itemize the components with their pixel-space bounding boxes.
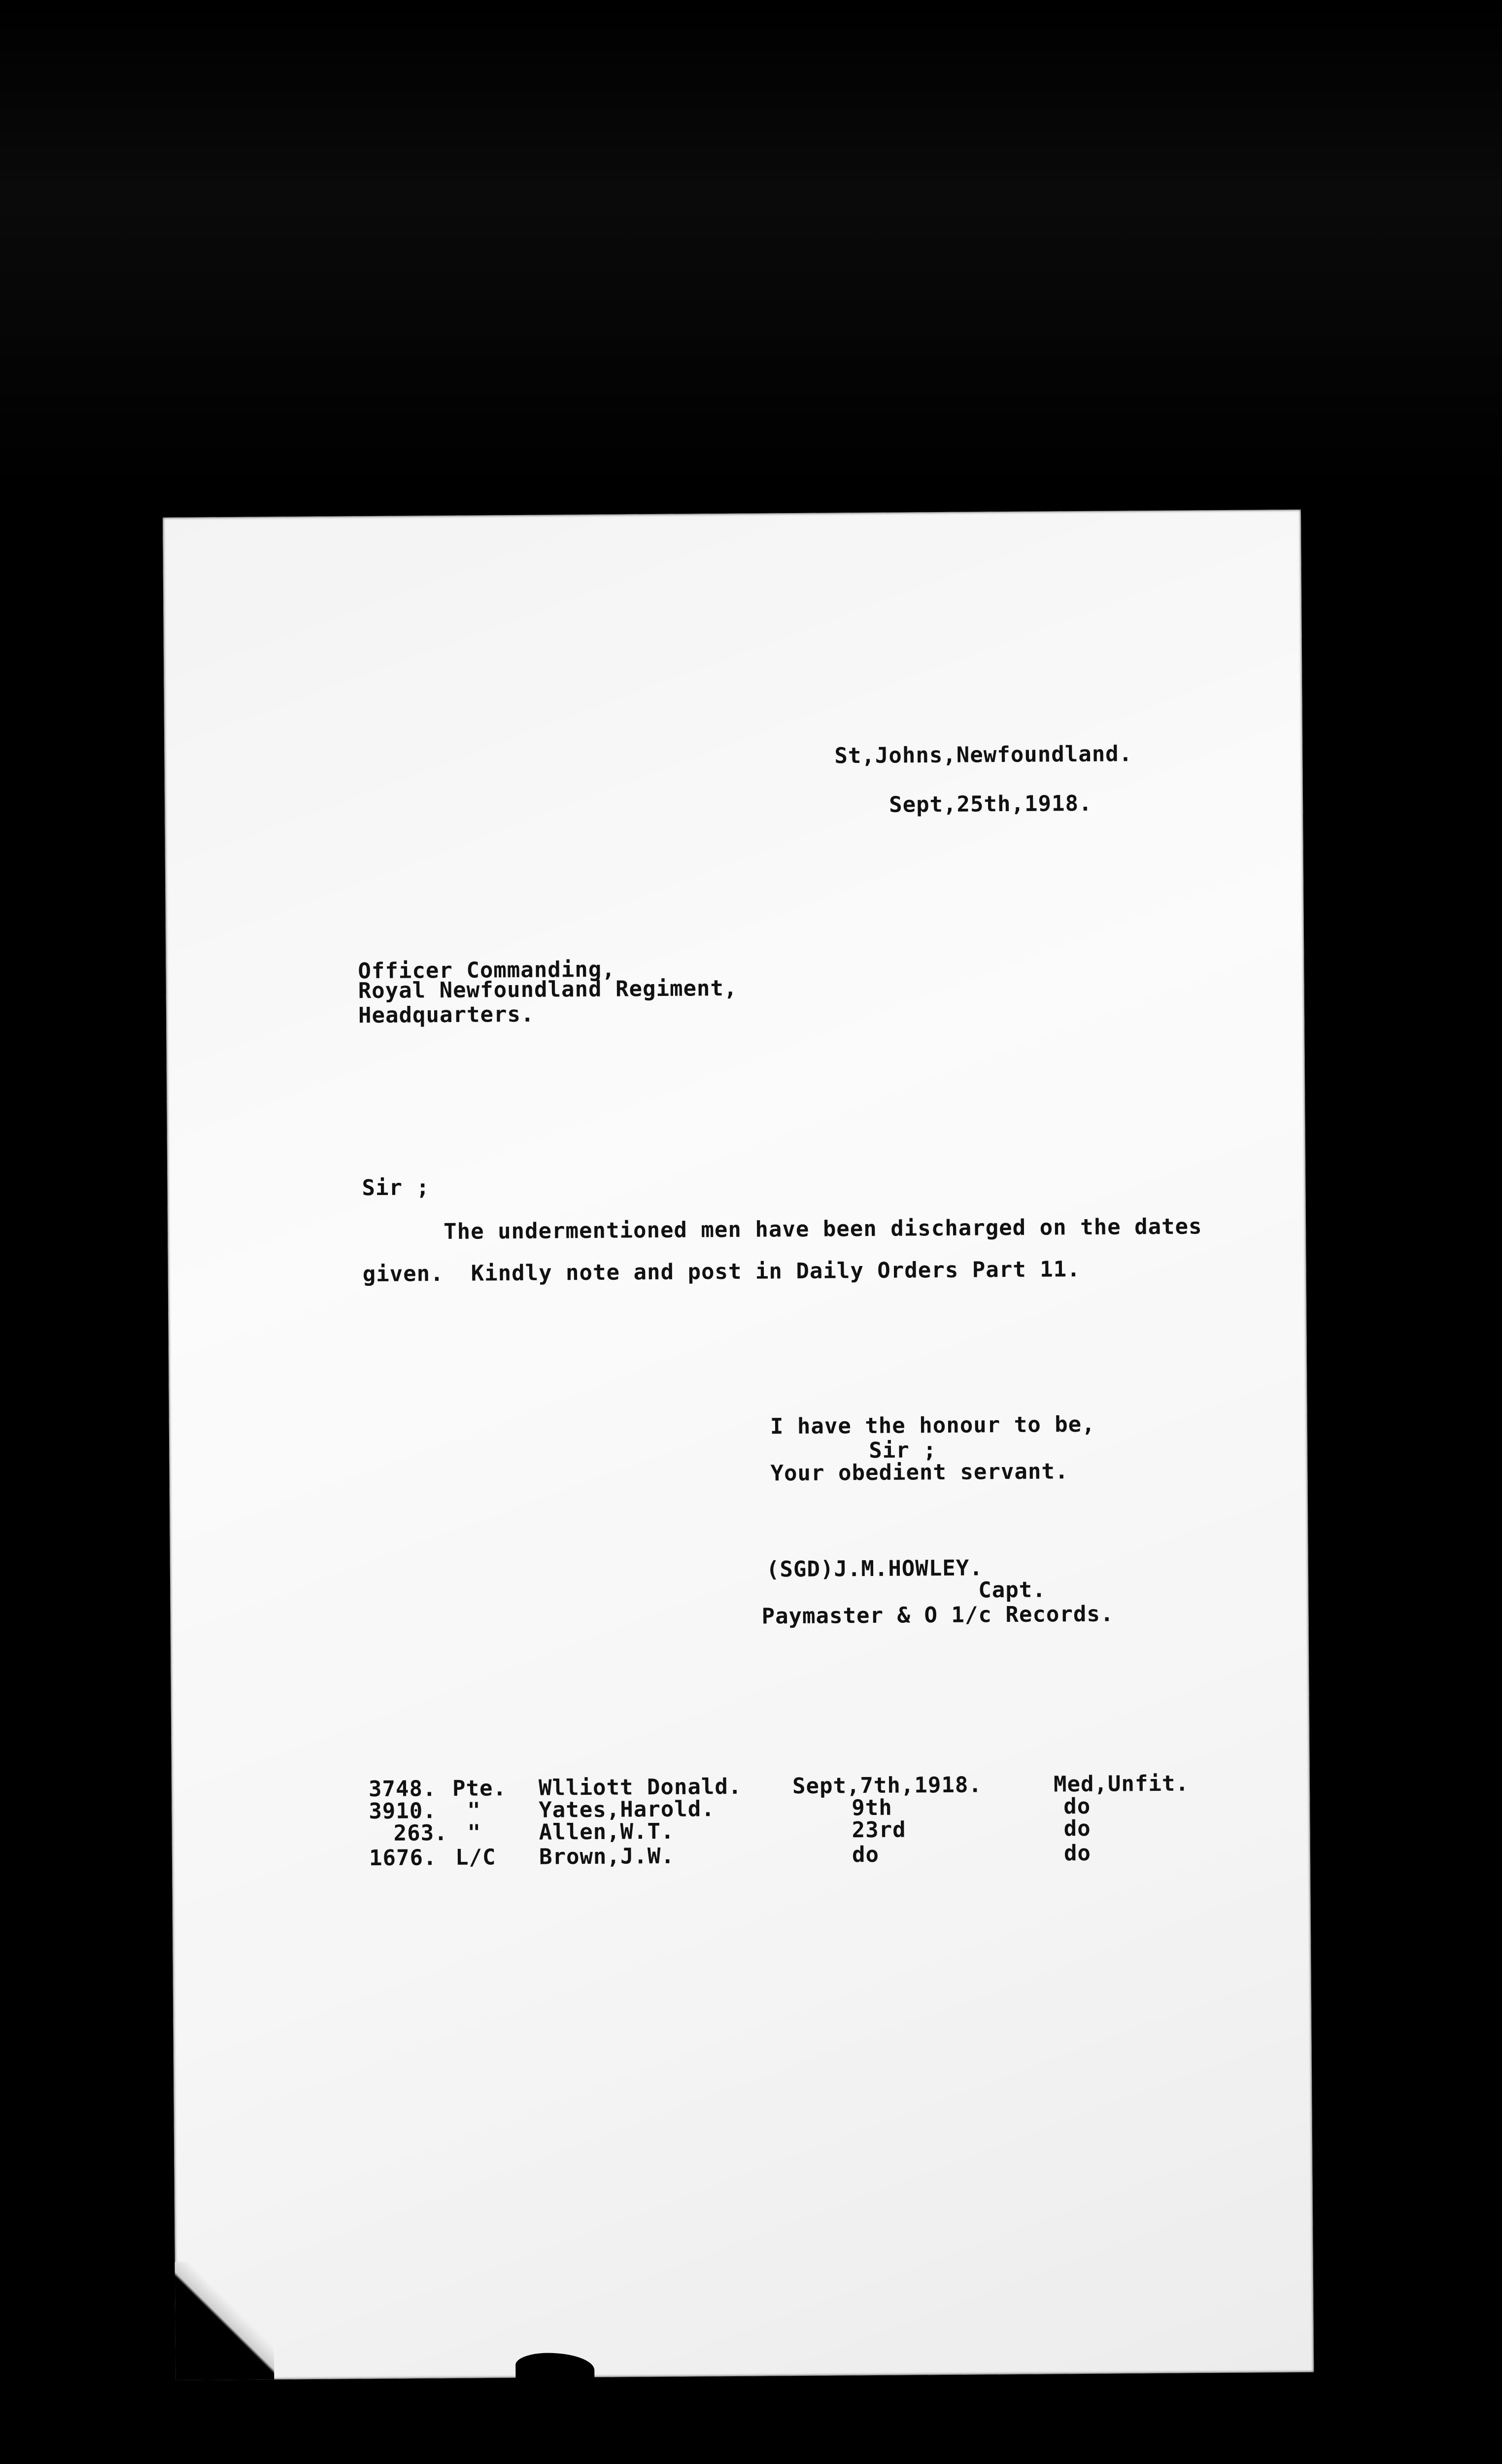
closing-line: Sir ; (869, 1437, 937, 1464)
page-tear (515, 2353, 594, 2383)
soldier-name: Yates,Harold. (539, 1796, 715, 1823)
addressee-line: Headquarters. (358, 1001, 535, 1028)
discharge-reason: do (1063, 1793, 1091, 1819)
rank: Pte. (452, 1776, 507, 1801)
addressee-line: Royal Newfoundland Regiment, (358, 975, 738, 1004)
scan-background (0, 0, 1502, 493)
torn-corner (175, 2261, 274, 2380)
service-number: 3748. (368, 1776, 437, 1802)
rank: L/C (455, 1845, 496, 1870)
rank: " (467, 1798, 481, 1823)
discharge-date: 23rd (852, 1817, 906, 1843)
discharge-date: Sept,7th,1918. (792, 1772, 983, 1799)
discharge-reason: Med,Unfit. (1053, 1771, 1190, 1797)
addressee-line: Officer Commanding, (358, 957, 615, 984)
service-number: 1676. (369, 1845, 437, 1871)
service-number: 263. (393, 1820, 448, 1846)
salutation: Sir ; (362, 1175, 430, 1201)
rank: " (467, 1820, 481, 1846)
discharge-date: 9th (852, 1795, 892, 1821)
signature-rank: Capt. (978, 1577, 1046, 1603)
signature-title: Paymaster & O 1/c Records. (761, 1601, 1114, 1629)
letter-page (163, 510, 1314, 2380)
signature: (SGD)J.M.HOWLEY. (766, 1555, 983, 1582)
discharge-reason: do (1063, 1815, 1091, 1842)
service-number: 3910. (369, 1798, 437, 1824)
body-line: The undermentioned men have been discharged on the dates (443, 1214, 1202, 1245)
closing-line: Your obedient servant. (770, 1459, 1069, 1486)
closing-line: I have the honour to be, (770, 1411, 1095, 1439)
soldier-name: Brown,J.W. (539, 1843, 675, 1870)
soldier-name: Allen,W.T. (539, 1818, 675, 1845)
body-line: given. Kindly note and post in Daily Orders Part 11. (362, 1257, 1081, 1287)
discharge-date: do (852, 1842, 880, 1868)
soldier-name: Wlliott Donald. (538, 1774, 742, 1801)
letter-place: St,Johns,Newfoundland. (834, 741, 1133, 769)
letter-date: Sept,25th,1918. (888, 790, 1092, 818)
discharge-reason: do (1063, 1840, 1092, 1866)
